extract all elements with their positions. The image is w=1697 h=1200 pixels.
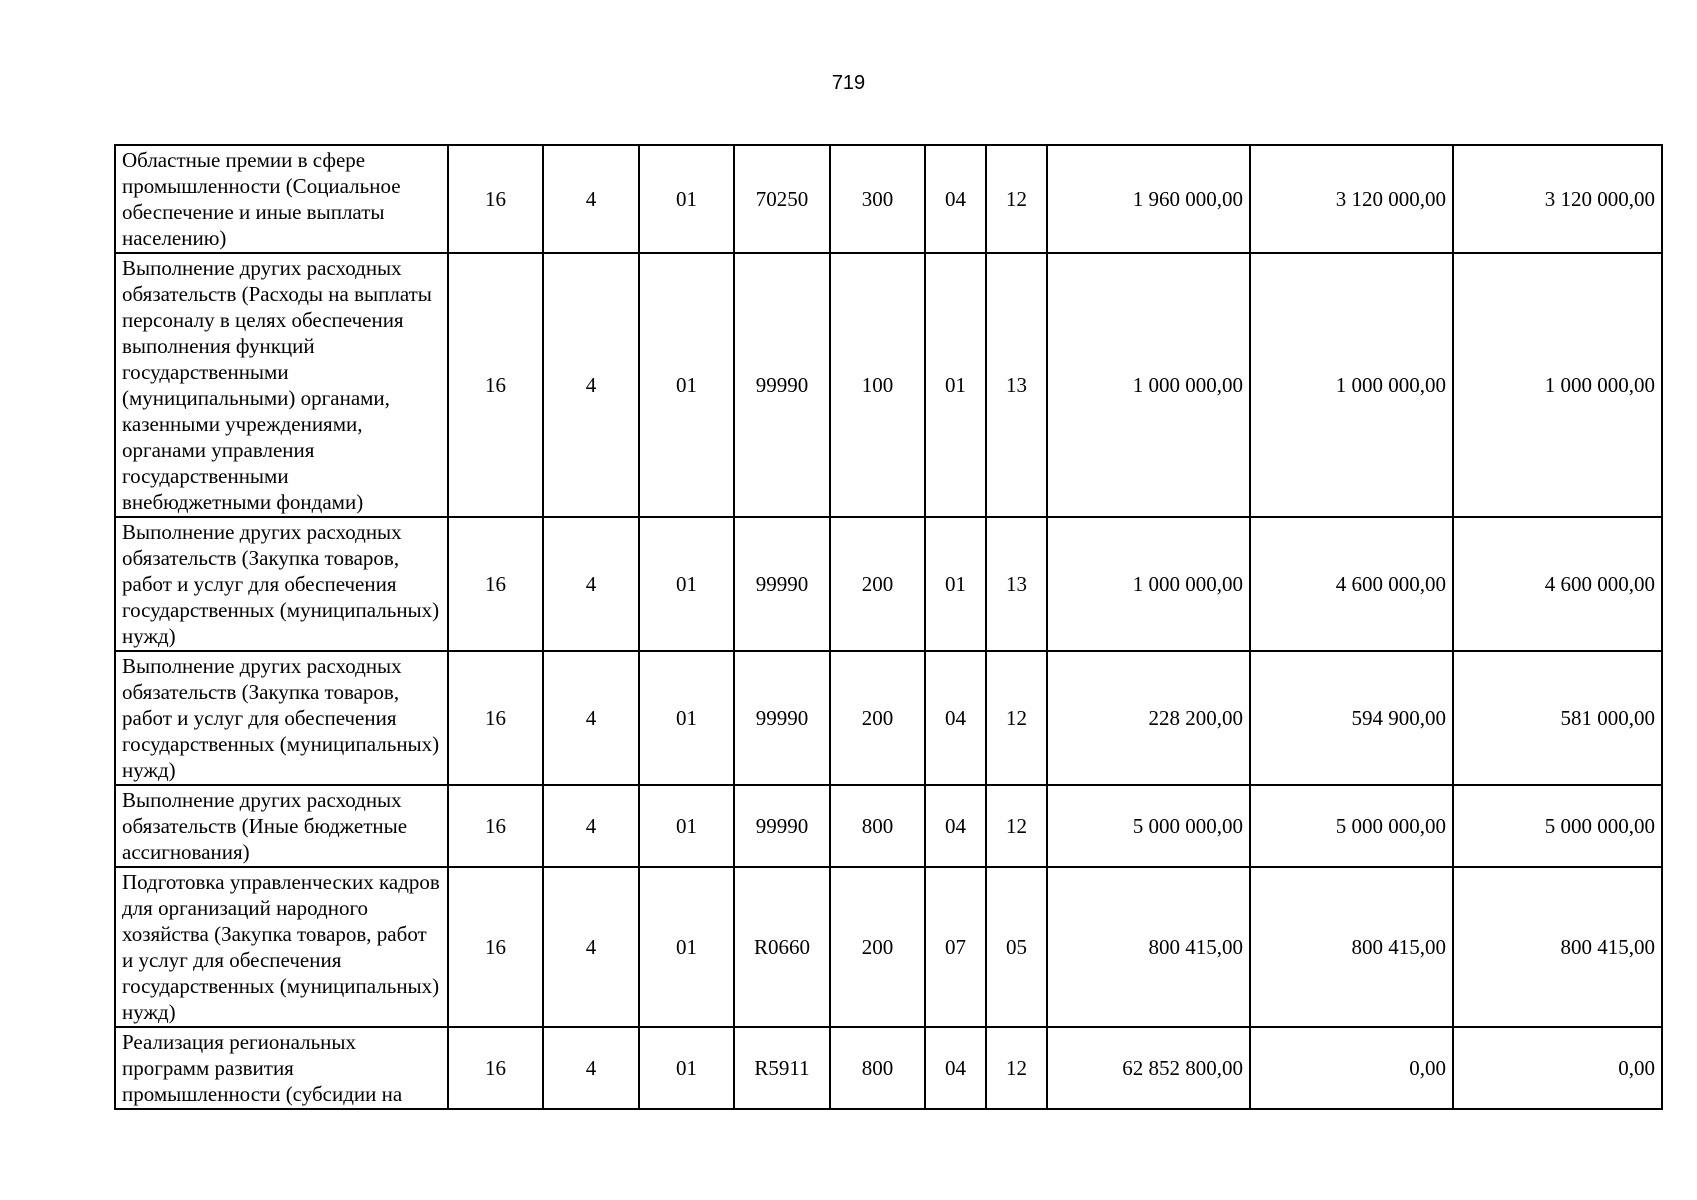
code-cell: 200 xyxy=(830,651,925,785)
code-cell: 12 xyxy=(986,785,1047,867)
code-cell: 16 xyxy=(448,517,543,651)
amount-cell: 4 600 000,00 xyxy=(1453,517,1662,651)
table-row xyxy=(115,867,1662,1027)
code-cell: 99990 xyxy=(734,253,830,517)
code-cell: 800 xyxy=(830,1027,925,1109)
code-cell: 04 xyxy=(925,1027,986,1109)
code-cell: 4 xyxy=(543,145,639,253)
row-description: Областные премии в сфере промышленности (Социальное обеспечение и иные выплаты населению) xyxy=(115,145,448,253)
code-cell: 12 xyxy=(986,651,1047,785)
code-cell: 01 xyxy=(639,867,734,1027)
code-cell: 4 xyxy=(543,651,639,785)
row-description: Выполнение других расходных обязательств (Иные бюджетные ассигнования) xyxy=(115,785,448,867)
amount-cell: 1 000 000,00 xyxy=(1453,253,1662,517)
row-description: Подготовка управленческих кадров для организаций народного хозяйства (Закупка товаров, работ и услуг для обеспечения государственных (муниципальных) нужд) xyxy=(115,867,448,1027)
amount-cell: 5 000 000,00 xyxy=(1453,785,1662,867)
code-cell: 16 xyxy=(448,651,543,785)
amount-cell: 3 120 000,00 xyxy=(1453,145,1662,253)
row-description: Выполнение других расходных обязательств (Закупка товаров, работ и услуг для обеспечения государственных (муниципальных) нужд) xyxy=(115,517,448,651)
code-cell: 16 xyxy=(448,253,543,517)
amount-cell: 800 415,00 xyxy=(1250,867,1453,1027)
page-number: 719 xyxy=(831,72,866,94)
amount-cell: 0,00 xyxy=(1453,1027,1662,1109)
table-row xyxy=(115,517,1662,651)
table-row xyxy=(115,785,1662,867)
code-cell: 4 xyxy=(543,785,639,867)
code-cell: 4 xyxy=(543,1027,639,1109)
amount-cell: 1 000 000,00 xyxy=(1250,253,1453,517)
code-cell: 13 xyxy=(986,517,1047,651)
code-cell: 01 xyxy=(639,517,734,651)
code-cell: 01 xyxy=(639,253,734,517)
amount-cell: 228 200,00 xyxy=(1047,651,1250,785)
row-description: Реализация региональных программ развития промышленности (субсидии на xyxy=(115,1027,448,1109)
amount-cell: 62 852 800,00 xyxy=(1047,1027,1250,1109)
table-row xyxy=(115,253,1662,517)
code-cell: 04 xyxy=(925,145,986,253)
table-row xyxy=(115,145,1662,253)
amount-cell: 581 000,00 xyxy=(1453,651,1662,785)
code-cell: 04 xyxy=(925,785,986,867)
code-cell: 16 xyxy=(448,867,543,1027)
code-cell: 01 xyxy=(925,253,986,517)
code-cell: 01 xyxy=(639,651,734,785)
code-cell: 01 xyxy=(639,785,734,867)
code-cell: 99990 xyxy=(734,651,830,785)
code-cell: R0660 xyxy=(734,867,830,1027)
amount-cell: 800 415,00 xyxy=(1453,867,1662,1027)
amount-cell: 1 960 000,00 xyxy=(1047,145,1250,253)
code-cell: 800 xyxy=(830,785,925,867)
code-cell: 4 xyxy=(543,867,639,1027)
row-description: Выполнение других расходных обязательств (Закупка товаров, работ и услуг для обеспечения государственных (муниципальных) нужд) xyxy=(115,651,448,785)
amount-cell: 4 600 000,00 xyxy=(1250,517,1453,651)
amount-cell: 1 000 000,00 xyxy=(1047,253,1250,517)
code-cell: 13 xyxy=(986,253,1047,517)
code-cell: 99990 xyxy=(734,785,830,867)
code-cell: 07 xyxy=(925,867,986,1027)
code-cell: 12 xyxy=(986,145,1047,253)
code-cell: 01 xyxy=(639,1027,734,1109)
amount-cell: 5 000 000,00 xyxy=(1250,785,1453,867)
table-row xyxy=(115,1027,1662,1109)
code-cell: 100 xyxy=(830,253,925,517)
code-cell: 16 xyxy=(448,1027,543,1109)
row-description: Выполнение других расходных обязательств (Расходы на выплаты персоналу в целях обеспечения выполнения функций государственными (муниципальными) органами, казенными учреждениями, органами управления государственными внебюджетными фондами) xyxy=(115,253,448,517)
code-cell: 4 xyxy=(543,517,639,651)
amount-cell: 3 120 000,00 xyxy=(1250,145,1453,253)
code-cell: 12 xyxy=(986,1027,1047,1109)
code-cell: 300 xyxy=(830,145,925,253)
amount-cell: 0,00 xyxy=(1250,1027,1453,1109)
code-cell: 05 xyxy=(986,867,1047,1027)
code-cell: R5911 xyxy=(734,1027,830,1109)
amount-cell: 5 000 000,00 xyxy=(1047,785,1250,867)
code-cell: 01 xyxy=(639,145,734,253)
amount-cell: 1 000 000,00 xyxy=(1047,517,1250,651)
amount-cell: 594 900,00 xyxy=(1250,651,1453,785)
code-cell: 200 xyxy=(830,867,925,1027)
budget-table xyxy=(114,144,1663,1110)
code-cell: 99990 xyxy=(734,517,830,651)
code-cell: 04 xyxy=(925,651,986,785)
table-row xyxy=(115,651,1662,785)
code-cell: 16 xyxy=(448,785,543,867)
code-cell: 4 xyxy=(543,253,639,517)
code-cell: 200 xyxy=(830,517,925,651)
code-cell: 16 xyxy=(448,145,543,253)
code-cell: 70250 xyxy=(734,145,830,253)
code-cell: 01 xyxy=(925,517,986,651)
amount-cell: 800 415,00 xyxy=(1047,867,1250,1027)
